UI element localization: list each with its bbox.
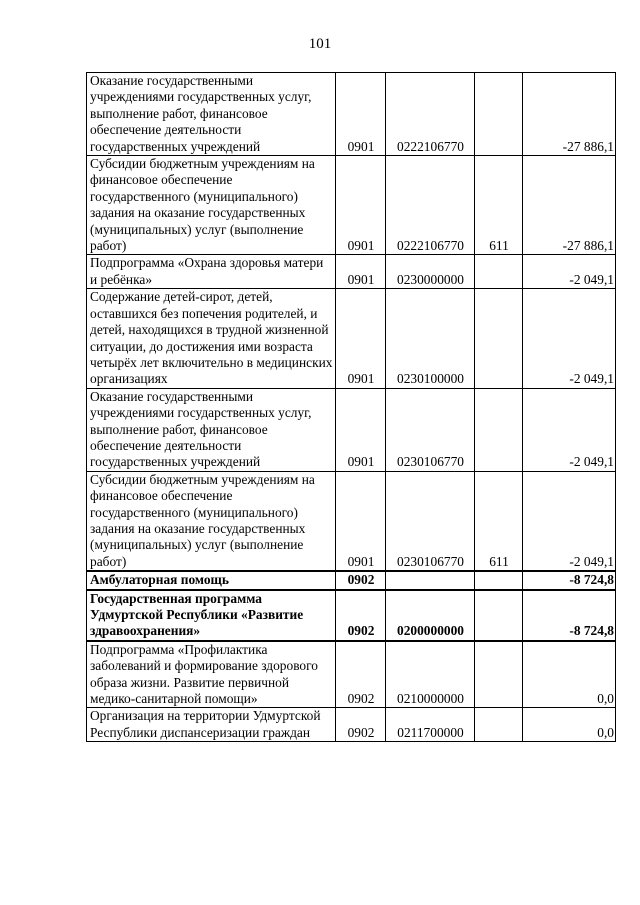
row-target-code: 0230100000 bbox=[386, 289, 475, 388]
table-row bbox=[87, 73, 616, 156]
row-amount: -2 049,1 bbox=[523, 255, 616, 289]
row-amount: -2 049,1 bbox=[523, 289, 616, 388]
table-row bbox=[87, 289, 616, 388]
row-section-code: 0902 bbox=[336, 641, 386, 708]
page-number: 101 bbox=[308, 36, 332, 52]
row-target-code: 0211700000 bbox=[386, 708, 475, 742]
row-section-code: 0902 bbox=[336, 571, 386, 589]
row-section-code: 0901 bbox=[336, 471, 386, 571]
row-section-code: 0901 bbox=[336, 388, 386, 471]
row-expense-type bbox=[475, 289, 523, 388]
row-name: Оказание государственными учреждениями государственных услуг, выполнение работ, финансовое обеспечение деятельности государственных учреждений bbox=[87, 73, 336, 156]
row-amount: 0,0 bbox=[523, 641, 616, 708]
row-amount: -8 724,8 bbox=[523, 590, 616, 641]
row-amount: -27 886,1 bbox=[523, 156, 616, 255]
table-row bbox=[87, 255, 616, 289]
row-expense-type: 611 bbox=[475, 156, 523, 255]
row-name: Содержание детей-сирот, детей, оставшихся без попечения родителей, и детей, находящихся в трудной жизненной ситуации, до достижения ими возраста четырёх лет включительно в медицинских организациях bbox=[87, 289, 336, 388]
row-expense-type: 611 bbox=[475, 471, 523, 571]
row-section-code: 0901 bbox=[336, 73, 386, 156]
row-target-code: 0210000000 bbox=[386, 641, 475, 708]
row-expense-type bbox=[475, 641, 523, 708]
table-row bbox=[87, 708, 616, 742]
row-amount: -2 049,1 bbox=[523, 471, 616, 571]
table-row bbox=[87, 641, 616, 708]
table-row bbox=[87, 590, 616, 641]
row-name: Организация на территории Удмуртской Республики диспансеризации граждан bbox=[87, 708, 336, 742]
row-expense-type bbox=[475, 255, 523, 289]
row-target-code bbox=[386, 571, 475, 589]
row-section-code: 0902 bbox=[336, 708, 386, 742]
row-expense-type bbox=[475, 73, 523, 156]
row-name: Оказание государственными учреждениями государственных услуг, выполнение работ, финансовое обеспечение деятельности государственных учреждений bbox=[87, 388, 336, 471]
row-name: Субсидии бюджетным учреждениям на финансовое обеспечение государственного (муниципального) задания на оказание государственных (муниципальных) услуг (выполнение работ) bbox=[87, 471, 336, 571]
row-amount: 0,0 bbox=[523, 708, 616, 742]
table-row bbox=[87, 156, 616, 255]
row-name: Амбулаторная помощь bbox=[87, 571, 336, 589]
table-row bbox=[87, 471, 616, 571]
row-amount: -2 049,1 bbox=[523, 388, 616, 471]
budget-table bbox=[86, 72, 616, 742]
row-target-code: 0230106770 bbox=[386, 388, 475, 471]
row-name: Государственная программа Удмуртской Республики «Развитие здравоохранения» bbox=[87, 590, 336, 641]
row-target-code: 0200000000 bbox=[386, 590, 475, 641]
row-expense-type bbox=[475, 708, 523, 742]
row-target-code: 0222106770 bbox=[386, 156, 475, 255]
row-amount: -27 886,1 bbox=[523, 73, 616, 156]
table-row bbox=[87, 571, 616, 589]
row-section-code: 0901 bbox=[336, 289, 386, 388]
row-section-code: 0901 bbox=[336, 255, 386, 289]
row-section-code: 0901 bbox=[336, 156, 386, 255]
row-name: Подпрограмма «Профилактика заболеваний и формирование здорового образа жизни. Развитие первичной медико-санитарной помощи» bbox=[87, 641, 336, 708]
row-target-code: 0222106770 bbox=[386, 73, 475, 156]
row-section-code: 0902 bbox=[336, 590, 386, 641]
row-name: Подпрограмма «Охрана здоровья матери и ребёнка» bbox=[87, 255, 336, 289]
row-expense-type bbox=[475, 590, 523, 641]
row-name: Субсидии бюджетным учреждениям на финансовое обеспечение государственного (муниципального) задания на оказание государственных (муниципальных) услуг (выполнение работ) bbox=[87, 156, 336, 255]
row-expense-type bbox=[475, 388, 523, 471]
table-row bbox=[87, 388, 616, 471]
row-expense-type bbox=[475, 571, 523, 589]
row-target-code: 0230106770 bbox=[386, 471, 475, 571]
row-target-code: 0230000000 bbox=[386, 255, 475, 289]
row-amount: -8 724,8 bbox=[523, 571, 616, 589]
